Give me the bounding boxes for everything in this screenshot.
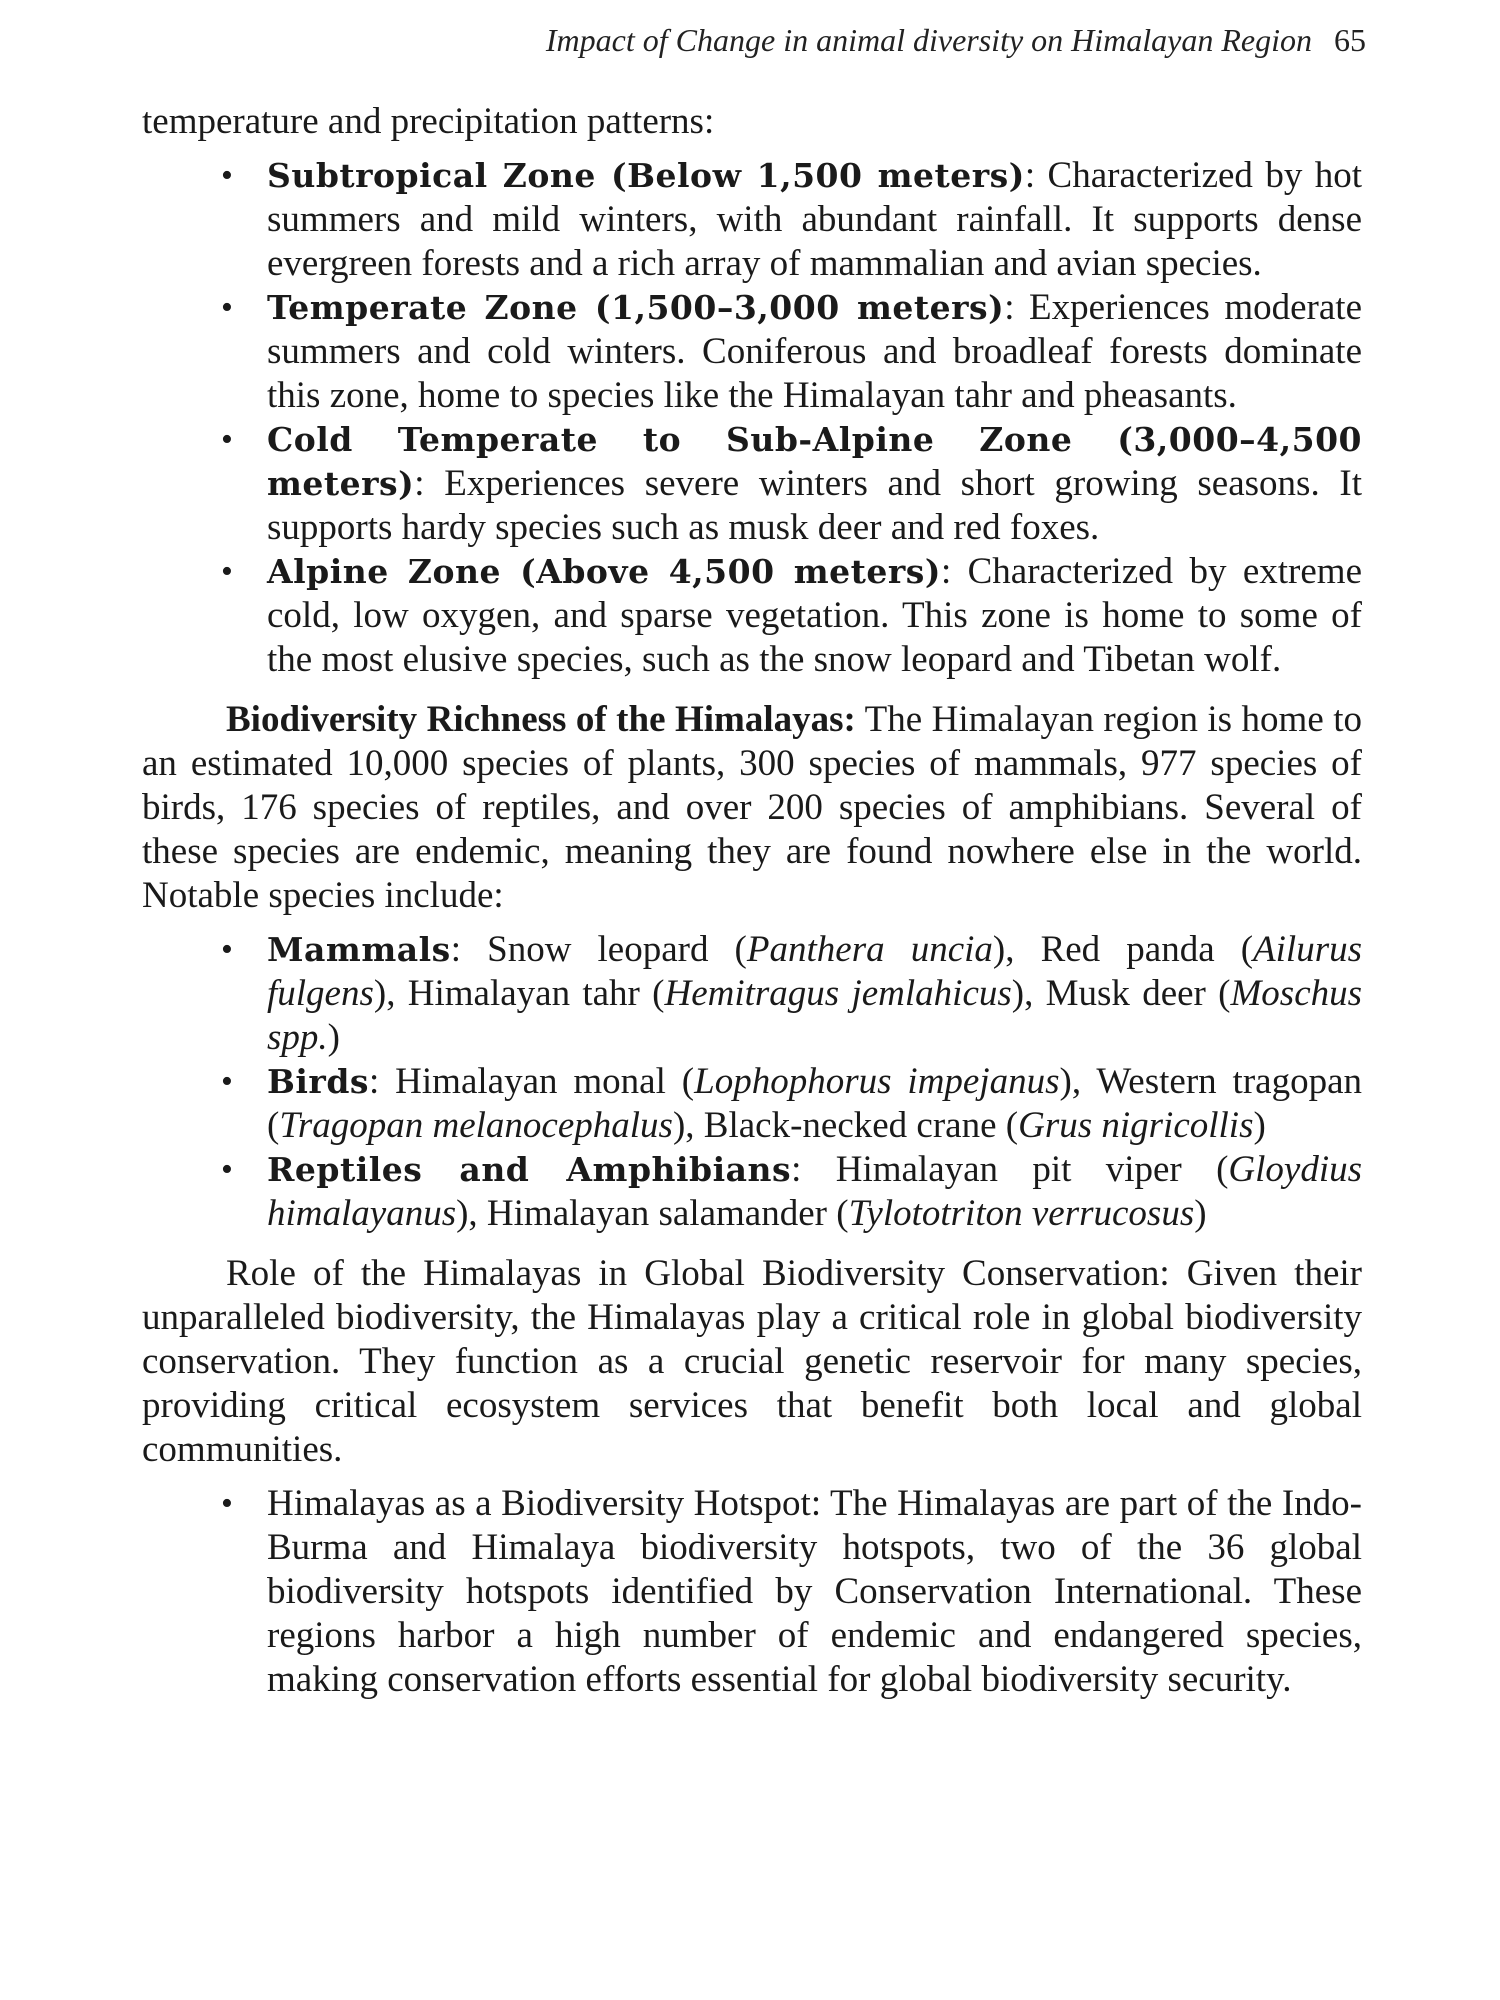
scientific-name: Tragopan melanocephalus (279, 1105, 673, 1146)
zone-description: Characterized by extreme cold, low oxygen, and sparse vegetation. This zone is home to some of the most elusive species, such as the snow leopard and Tibetan wolf. (267, 551, 1362, 680)
richness-paragraph (142, 698, 1362, 918)
body-text (142, 100, 1362, 1702)
species-list (142, 928, 1362, 1236)
list-item: • Birds: Himalayan monal (Lophophorus impejanus), Western tragopan (Tragopan melanocephalus), Black-necked crane (Grus nigricollis) (267, 1060, 1362, 1148)
species-group-mammals: Mammals (267, 930, 451, 969)
zone-term: Cold Temperate to Sub-Alpine Zone (3,000–4,500 meters) (267, 420, 1362, 503)
page-number: 65 (1334, 22, 1366, 58)
zone-term: Alpine Zone (Above 4,500 meters) (267, 552, 941, 591)
zone-description: Experiences severe winters and short growing seasons. It supports hardy species such as musk deer and red foxes. (267, 463, 1363, 548)
running-title: Impact of Change in animal diversity on Himalayan Region (545, 22, 1312, 58)
richness-heading: Biodiversity Richness of the Himalayas: (226, 699, 856, 740)
zone-term: Temperate Zone (1,500–3,000 meters) (267, 288, 1005, 327)
role-paragraph: Role of the Himalayas in Global Biodiversity Conservation: Given their unparalleled biodiversity, the Himalayas play a critical role in global biodiversity conservation. They function as a crucial genetic reservoir for many species, providing critical ecosystem services that benefit both local and global communities. (142, 1253, 1362, 1470)
hotspot-list (142, 1482, 1362, 1702)
richness-text: The Himalayan region is home to an estimated 10,000 species of plants, 300 species of mammals, 977 species of birds, 176 species of reptiles, and over 200 species of amphibians. Several of these species are endemic, meaning they are found nowhere else in the world. Notable species include: (142, 699, 1362, 916)
scientific-name: Gloydius himalayanus (267, 1149, 1362, 1234)
species-group-birds: Birds (267, 1062, 369, 1101)
scientific-name: Tylototriton verrucosus (848, 1193, 1195, 1234)
list-item: • Himalayas as a Biodiversity Hotspot: The Himalayas are part of the Indo-Burma and Himalaya biodiversity hotspots, two of the 36 global biodiversity hotspots identified by Conservation International. These regions harbor a high number of endemic and endangered species, making conservation efforts essential for global biodiversity security. (267, 1482, 1362, 1702)
list-item: • Subtropical Zone (Below 1,500 meters): Characterized by hot summers and mild winters, with abundant rainfall. It supports dense evergreen forests and a rich array of mammalian and avian species. (267, 154, 1362, 286)
climate-zones-list (142, 154, 1362, 682)
list-item: • Mammals: Snow leopard (Panthera uncia), Red panda (Ailurus fulgens), Himalayan tahr (Hemitragus jemlahicus), Musk deer (Moschus spp.) (267, 928, 1362, 1060)
list-item: • Temperate Zone (1,500–3,000 meters): Experiences moderate summers and cold winters. Coniferous and broadleaf forests dominate this zone, home to species like the Himalayan tahr and pheasants. (267, 286, 1362, 418)
zone-description: Characterized by hot summers and mild winters, with abundant rainfall. It supports dense evergreen forests and a rich array of mammalian and avian species. (267, 155, 1363, 284)
species-group-reptiles: Reptiles and Amphibians (267, 1150, 792, 1189)
scientific-name: Lophophorus impejanus (694, 1061, 1060, 1102)
list-item: • Reptiles and Amphibians: Himalayan pit viper (Gloydius himalayanus), Himalayan salamander (Tylototriton verrucosus) (267, 1148, 1362, 1236)
zone-description: Experiences moderate summers and cold winters. Coniferous and broadleaf forests dominate this zone, home to species like the Himalayan tahr and pheasants. (267, 287, 1363, 416)
intro-line: temperature and precipitation patterns: (142, 101, 715, 142)
running-header (546, 22, 1366, 59)
scientific-name: Moschus spp. (267, 973, 1363, 1058)
zone-term: Subtropical Zone (Below 1,500 meters) (267, 156, 1025, 195)
scientific-name: Grus nigricollis (1018, 1105, 1254, 1146)
scientific-name: Ailurus fulgens (267, 929, 1363, 1014)
list-item: • Alpine Zone (Above 4,500 meters): Characterized by extreme cold, low oxygen, and sparse vegetation. This zone is home to some of the most elusive species, such as the snow leopard and Tibetan wolf. (267, 550, 1362, 682)
scientific-name: Panthera uncia (746, 929, 993, 970)
scientific-name: Hemitragus jemlahicus (664, 973, 1012, 1014)
list-item: • Cold Temperate to Sub-Alpine Zone (3,000–4,500 meters): Experiences severe winters and short growing seasons. It supports hardy species such as musk deer and red foxes. (267, 418, 1362, 550)
